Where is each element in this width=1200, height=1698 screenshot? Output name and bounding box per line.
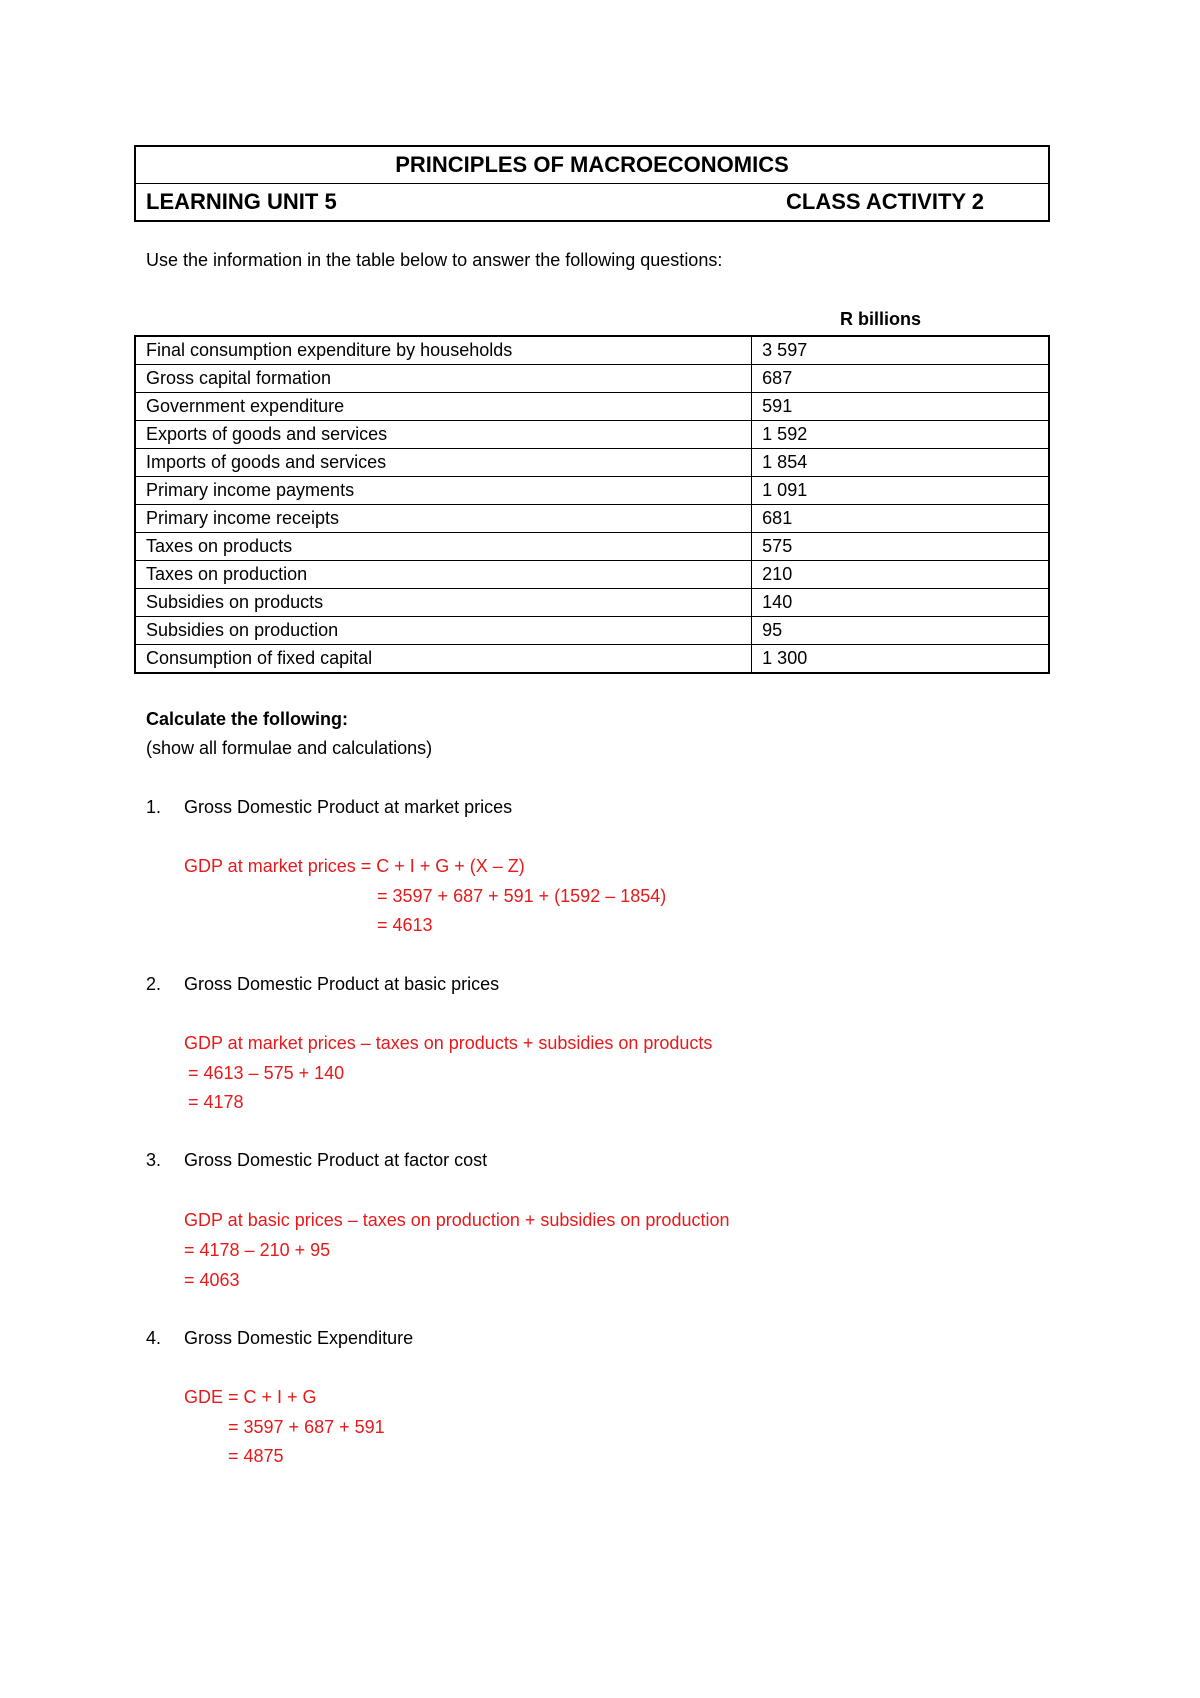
question-text: Gross Domestic Expenditure [184,1328,414,1348]
table-row [135,421,1049,449]
row-value: 1 091 [752,477,1049,505]
row-label: Taxes on production [135,561,752,589]
table-unit-heading: R billions [840,309,921,329]
question-text: Gross Domestic Product at factor cost [184,1150,488,1170]
header-row [136,184,1048,220]
row-value: 140 [752,589,1049,617]
question-number: 4. [146,1328,162,1348]
course-title: PRINCIPLES OF MACROECONOMICS [136,147,1048,184]
row-label: Exports of goods and services [135,421,752,449]
answer-line: = 4063 [184,1270,240,1290]
calc-heading: Calculate the following: [146,709,349,729]
row-value: 1 854 [752,449,1049,477]
row-value: 3 597 [752,336,1049,365]
row-label: Gross capital formation [135,365,752,393]
learning-unit: LEARNING UNIT 5 [146,189,337,214]
question-2 [146,974,499,995]
answer-line: = 4178 – 210 + 95 [184,1240,331,1260]
table-row [135,449,1049,477]
answer-line: GDP at market prices = C + I + G + (X – Z) [184,856,525,876]
header-box [134,145,1050,222]
row-label: Final consumption expenditure by households [135,336,752,365]
row-label: Government expenditure [135,393,752,421]
calc-note: (show all formulae and calculations) [146,738,433,758]
row-value: 1 300 [752,645,1049,674]
question-number: 2. [146,974,162,994]
row-label: Primary income payments [135,477,752,505]
row-value: 681 [752,505,1049,533]
row-value: 687 [752,365,1049,393]
row-label: Consumption of fixed capital [135,645,752,674]
row-label: Subsidies on products [135,589,752,617]
row-value: 95 [752,617,1049,645]
answer-line: = 4613 [377,915,433,935]
row-label: Primary income receipts [135,505,752,533]
question-number: 3. [146,1150,162,1170]
answer-line: GDE = C + I + G [184,1387,317,1407]
row-label: Taxes on products [135,533,752,561]
answer-line: = 4875 [228,1446,284,1466]
answer-line: = 4178 [188,1092,244,1112]
question-4 [146,1328,413,1349]
table-row [135,589,1049,617]
answer-line: GDP at market prices – taxes on products + subsidies on products [184,1033,713,1053]
row-value: 210 [752,561,1049,589]
row-value: 575 [752,533,1049,561]
table-row [135,645,1049,674]
answer-line: GDP at basic prices – taxes on production + subsidies on production [184,1210,730,1230]
row-value: 591 [752,393,1049,421]
question-1 [146,797,512,818]
question-3 [146,1150,487,1171]
table-row [135,561,1049,589]
intro-text: Use the information in the table below to answer the following questions: [146,250,723,270]
answer-line: = 4613 – 575 + 140 [188,1063,345,1083]
answer-line: = 3597 + 687 + 591 + (1592 – 1854) [377,886,667,906]
class-activity: CLASS ACTIVITY 2 [786,189,985,214]
table-row [135,505,1049,533]
table-row [135,533,1049,561]
table-row [135,617,1049,645]
table-row [135,365,1049,393]
data-table [134,335,1050,674]
row-label: Imports of goods and services [135,449,752,477]
row-label: Subsidies on production [135,617,752,645]
answer-line: = 3597 + 687 + 591 [228,1417,385,1437]
table-row [135,393,1049,421]
table-row [135,336,1049,365]
row-value: 1 592 [752,421,1049,449]
question-number: 1. [146,797,162,817]
question-text: Gross Domestic Product at basic prices [184,974,500,994]
question-text: Gross Domestic Product at market prices [184,797,513,817]
table-row [135,477,1049,505]
